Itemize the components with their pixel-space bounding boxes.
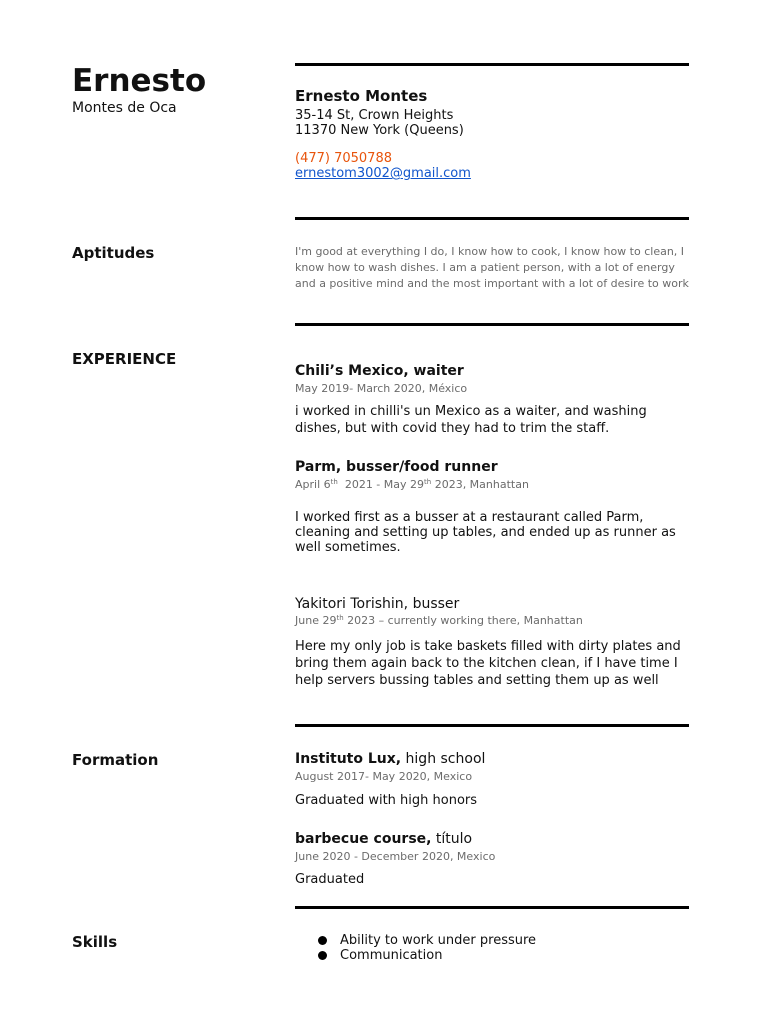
job-description: I worked first as a busser at a restaurant called Parm, cleaning and setting up tables, and ended up as runner as well sometimes. bbox=[295, 510, 676, 555]
formation-title-bold: barbecue course, bbox=[295, 831, 432, 847]
formation-title-text: high school bbox=[401, 751, 486, 767]
contact-full-name: Ernesto Montes bbox=[295, 87, 428, 105]
job-title-bold: Chili’s Mexico, waiter bbox=[295, 363, 464, 379]
address-line-1: 35-14 St, Crown Heights bbox=[295, 108, 454, 123]
job-meta-sup: th bbox=[336, 614, 344, 622]
formation-description: Graduated bbox=[295, 872, 365, 887]
formation-meta: August 2017- May 2020, Mexico bbox=[295, 770, 473, 783]
divider bbox=[295, 724, 689, 727]
bullet-icon bbox=[318, 951, 327, 960]
job-meta-part: 2023 – currently working there, Manhattan bbox=[343, 614, 583, 627]
skill-item bbox=[318, 948, 536, 963]
formation-description: Graduated with high honors bbox=[295, 793, 478, 808]
divider bbox=[295, 906, 689, 909]
phone-number: (477) 7050788 bbox=[295, 151, 392, 166]
job-meta-sup: th bbox=[424, 478, 432, 486]
job-meta-part: 2021 - May 29 bbox=[337, 478, 425, 491]
job-description: i worked in chilli's un Mexico as a waiter, and washing dishes, but with covid they had to trim the staff. bbox=[295, 404, 647, 436]
first-name: Ernesto bbox=[72, 63, 207, 99]
address-line-2: 11370 New York (Queens) bbox=[295, 123, 464, 138]
skills-list bbox=[318, 933, 536, 963]
formation-title bbox=[295, 750, 485, 768]
job-title-text: Yakitori Torishin, busser bbox=[295, 596, 460, 612]
skill-label: Ability to work under pressure bbox=[340, 933, 537, 948]
skills-heading: Skills bbox=[72, 933, 118, 951]
job-title-bold: Parm, busser/food runner bbox=[295, 459, 498, 475]
job-description: Here my only job is take baskets filled with dirty plates and bring them again back to the kitchen clean, if I have time I help servers bussing tables and setting them up as well bbox=[295, 639, 681, 688]
aptitudes-text: I'm good at everything I do, I know how to cook, I know how to clean, I know how to wash dishes. I am a patient person, with a lot of energy and a positive mind and the most important with a lot of desire to work bbox=[295, 245, 689, 290]
formation-heading: Formation bbox=[72, 751, 159, 769]
job-meta bbox=[295, 614, 583, 628]
experience-heading: EXPERIENCE bbox=[72, 350, 177, 368]
job-meta bbox=[295, 478, 529, 492]
job-title bbox=[295, 362, 464, 380]
divider bbox=[295, 323, 689, 326]
formation-title-bold: Instituto Lux, bbox=[295, 751, 402, 767]
bullet-icon bbox=[318, 936, 327, 945]
skill-item bbox=[318, 933, 536, 948]
divider bbox=[295, 217, 689, 220]
aptitudes-heading: Aptitudes bbox=[72, 244, 155, 262]
job-meta-part: June 29 bbox=[295, 614, 337, 627]
email-link[interactable]: ernestom3002@gmail.com bbox=[295, 166, 471, 181]
job-meta-part: April 6 bbox=[295, 478, 331, 491]
last-name: Montes de Oca bbox=[72, 100, 177, 116]
divider bbox=[295, 63, 689, 66]
formation-meta: June 2020 - December 2020, Mexico bbox=[295, 850, 496, 863]
job-meta-part: 2023, Manhattan bbox=[431, 478, 529, 491]
formation-title-text: título bbox=[431, 831, 473, 847]
formation-title bbox=[295, 830, 472, 848]
skill-label: Communication bbox=[340, 948, 443, 963]
job-title bbox=[295, 595, 459, 613]
job-meta-sup: th bbox=[330, 478, 338, 486]
job-title bbox=[295, 458, 498, 476]
job-meta: May 2019- March 2020, México bbox=[295, 382, 468, 395]
